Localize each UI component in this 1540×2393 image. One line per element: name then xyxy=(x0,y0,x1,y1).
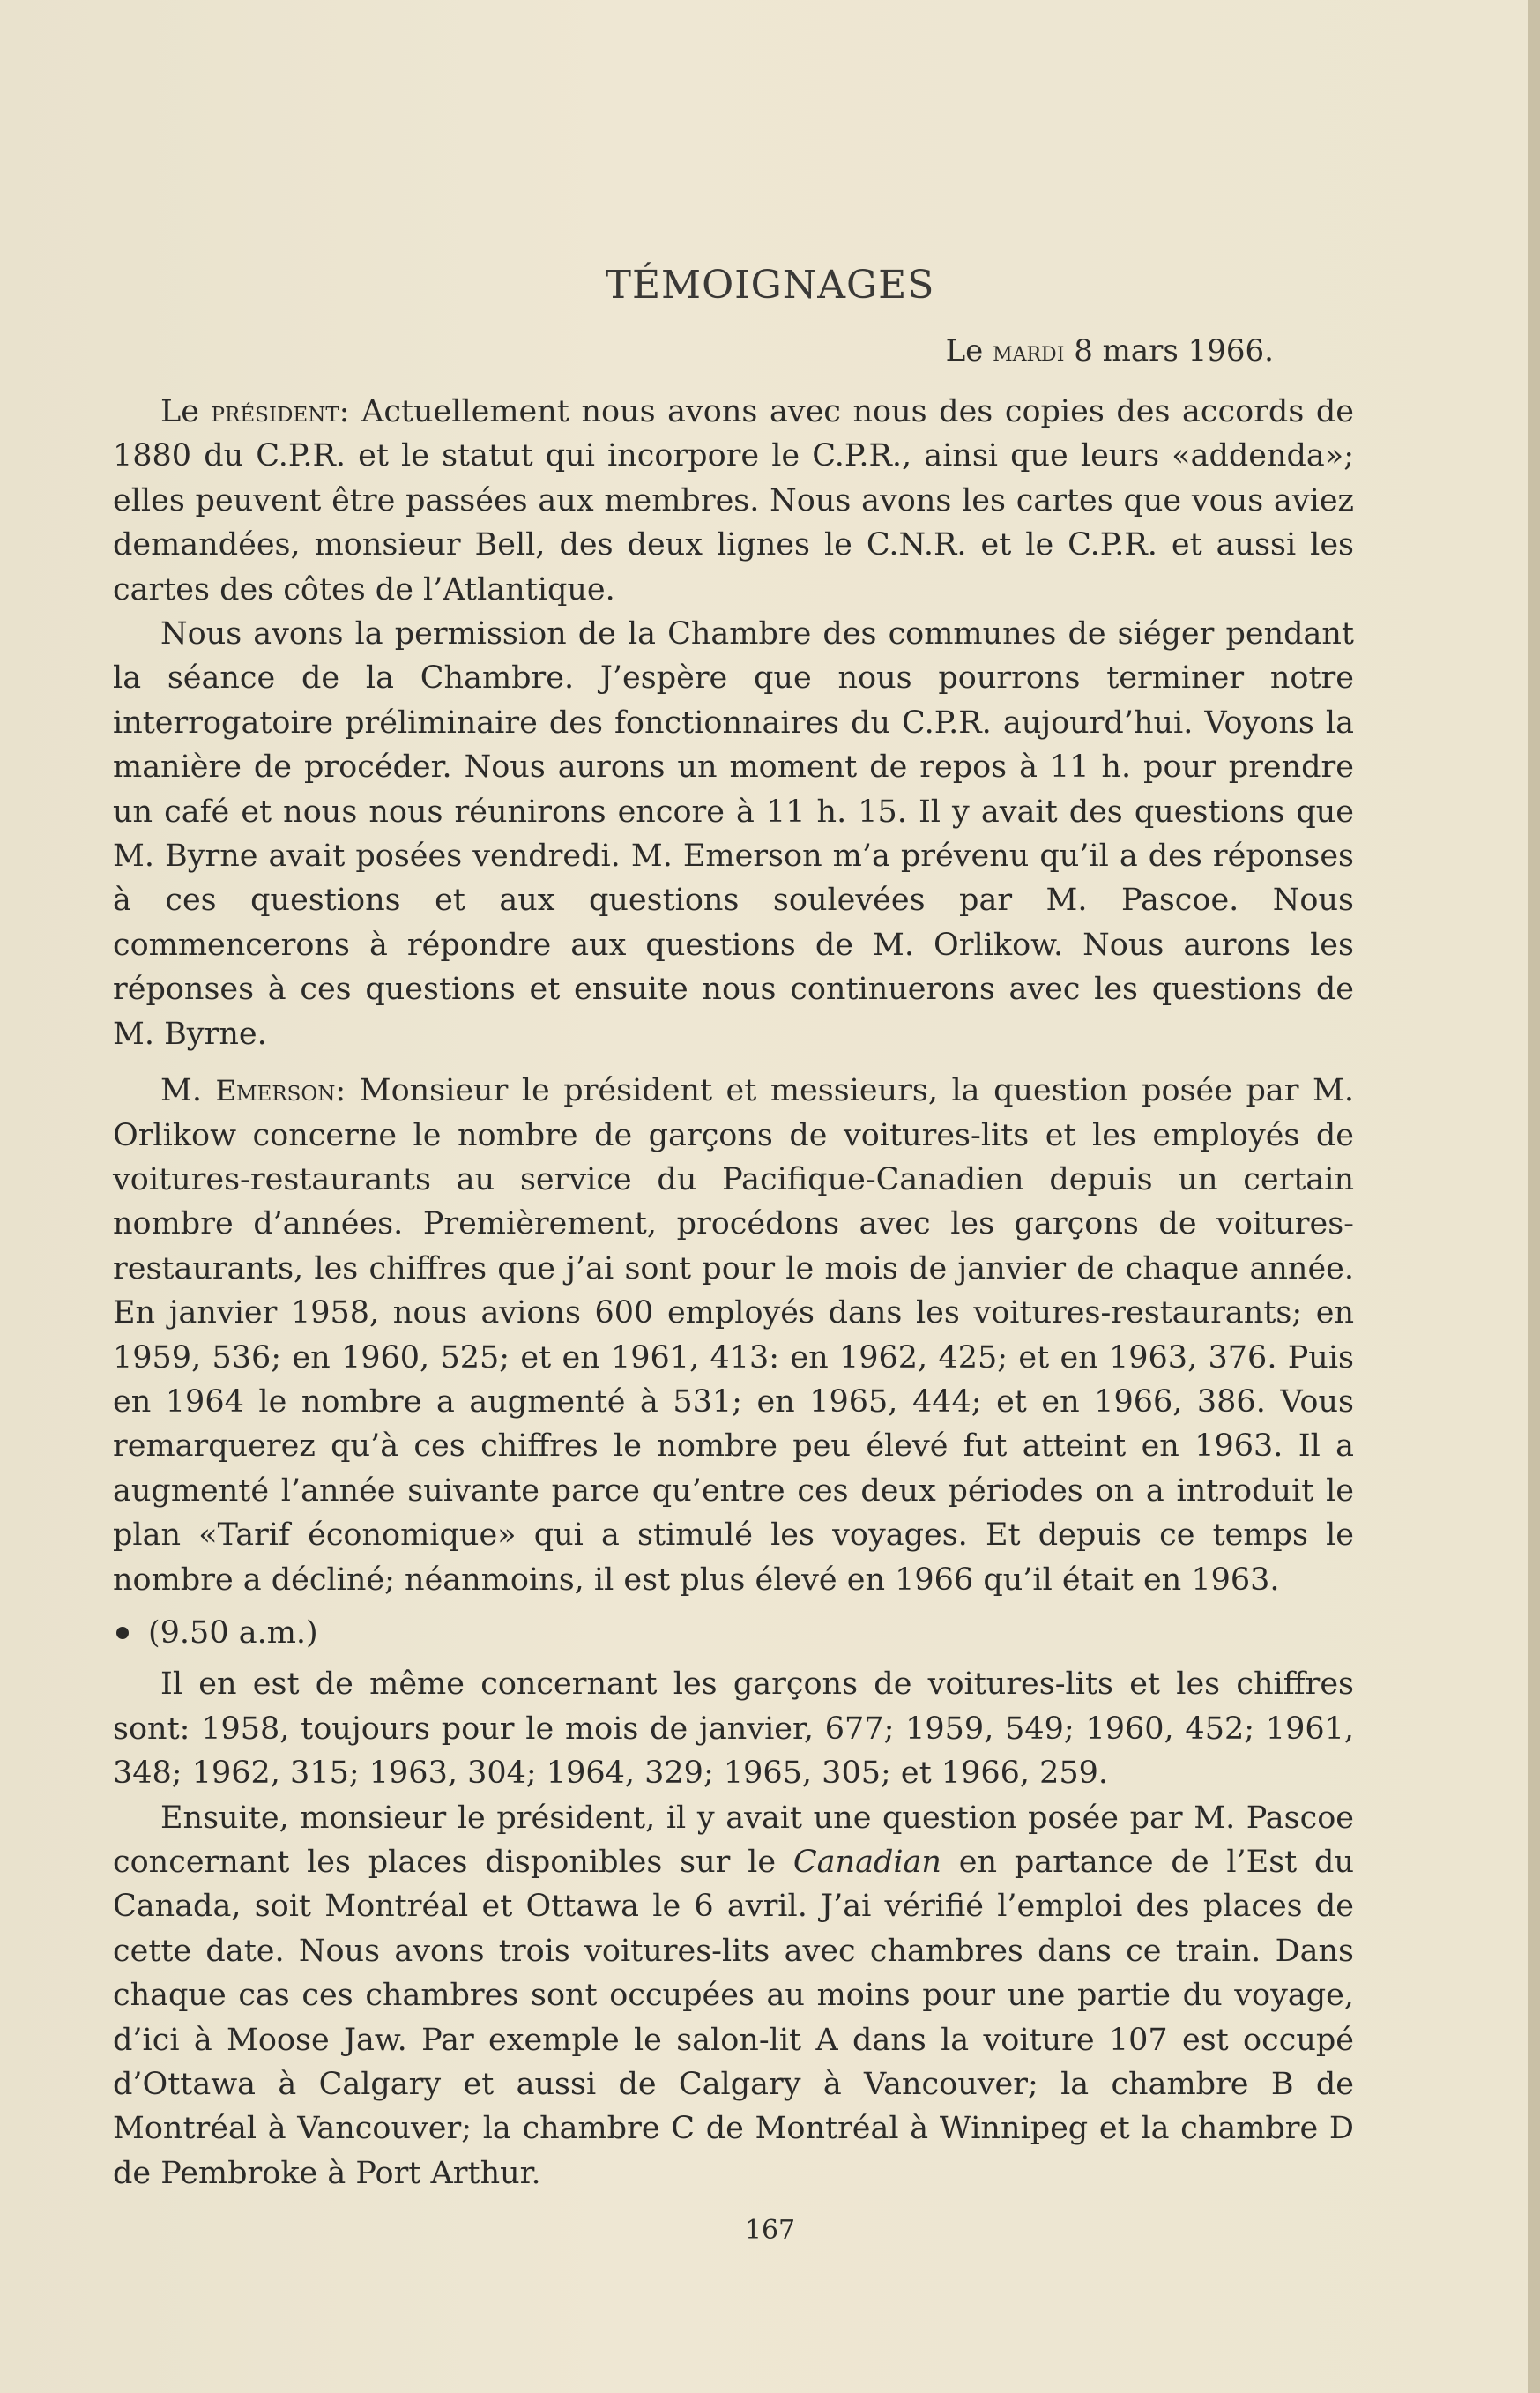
paragraph-text: Il en est de même concernant les garçons de voitures-lits et les chiffres sont: 1958, toujours pour le mois de janvier, 677; 1959, 549; 1960, 452; 1961, 348; 1962, 315; 1963, 304; 1964, 329; 1965, 305; et 1966, 259. xyxy=(113,1666,1354,1792)
transcript-body xyxy=(113,390,1354,2195)
paragraph-president-continued xyxy=(113,612,1354,1056)
paragraph-text: : Monsieur le président et messieurs, la question posée par M. Orlikow concerne le nombre de garçons de voitures-lits et les employés de voitures-restaurants au service du Pacifique-Canadien depuis un certain nombre d’années. Premièrement, procédons avec les garçons de voitures-restaurants, les chiffres que j’ai sont pour le mois de janvier de chaque année. En janvier 1958, nous avions 600 employés dans les voitures-restaurants; en 1959, 536; en 1960, 525; et en 1961, 413: en 1962, 425; et en 1963, 376. Puis en 1964 le nombre a augmenté à 531; en 1965, 444; et en 1966, 386. Vous remarquerez qu’à ces chiffres le nombre peu élevé fut atteint en 1963. Il a augmenté l’année suivante parce qu’entre ces deux périodes on a introduit le plan «Tarif économique» qui a stimulé les voyages. Et depuis ce temps le nombre a décliné; néanmoins, il est plus élevé en 1966 qu’il était en 1963. xyxy=(113,1073,1354,1598)
session-date xyxy=(946,333,1274,369)
paragraph-text: Ensuite, monsieur le président, il y avait une question posée par M. Pascoe concernant les places disponibles sur le xyxy=(113,1800,1354,1880)
paragraph-text: Nous avons la permission de la Chambre des communes de siéger pendant la séance de la Chambre. J’espère que nous pourrons terminer notre interrogatoire préliminaire des fonctionnaires du C.P.R. aujourd’hui. Voyons la manière de procéder. Nous aurons un moment de repos à 11 h. pour prendre un café et nous nous réunirons encore à 11 h. 15. Il y avait des questions que M. Byrne avait posées vendredi. M. Emerson m’a prévenu qu’il a des réponses à ces questions et aux questions soulevées par M. Pascoe. Nous commencerons à répondre aux questions de M. Orlikow. Nous aurons les réponses à ces questions et ensuite nous continuerons avec les questions de M. Byrne. xyxy=(113,616,1354,1052)
bullet-icon xyxy=(116,1627,129,1639)
date-weekday: mardi xyxy=(993,336,1065,368)
page-title: TÉMOIGNAGES xyxy=(605,263,935,308)
date-rest: 8 mars 1966. xyxy=(1064,333,1274,369)
speaker-lead: Le xyxy=(160,394,212,429)
paragraph-text: : Actuellement nous avons avec nous des copies des accords de 1880 du C.P.R. et le statut qui incorpore le C.P.R., ainsi que leurs «addenda»; elles peuvent être passées aux membres. Nous avons les cartes que vous aviez demandées, monsieur Bell, des deux lignes le C.N.R. et le C.P.R. et aussi les cartes des côtes de l’Atlantique. xyxy=(113,394,1354,608)
speaker-lead: M. xyxy=(160,1073,216,1109)
paragraph-emerson xyxy=(113,1069,1354,1602)
paragraph-text: en partance de l’Est du Canada, soit Montréal et Ottawa le 6 avril. J’ai vérifié l’emploi des places de cette date. Nous avons trois voitures-lits avec chambres dans ce train. Dans chaque cas ces chambres sont occupées au moins pour une partie du voyage, d’ici à Moose Jaw. Par exemple le salon-lit A dans la voiture 107 est occupé d’Ottawa à Calgary et aussi de Calgary à Vancouver; la chambre B de Montréal à Vancouver; la chambre C de Montréal à Winnipeg et la chambre D de Pembroke à Port Arthur. xyxy=(113,1845,1354,2191)
speaker-name: président xyxy=(211,395,339,429)
speaker-name: Emerson xyxy=(215,1074,336,1108)
paragraph-president xyxy=(113,390,1354,612)
train-name: Canadian xyxy=(792,1845,941,1880)
timestamp-marker xyxy=(113,1611,1354,1655)
page-edge-shadow xyxy=(1528,0,1540,2393)
paragraph-sleeping-car-figures xyxy=(113,1662,1354,1795)
paragraph-canadian-train xyxy=(113,1796,1354,2196)
page-number: 167 xyxy=(744,2215,796,2246)
timestamp-text: (9.50 a.m.) xyxy=(148,1614,318,1651)
date-prefix: Le xyxy=(945,333,993,369)
